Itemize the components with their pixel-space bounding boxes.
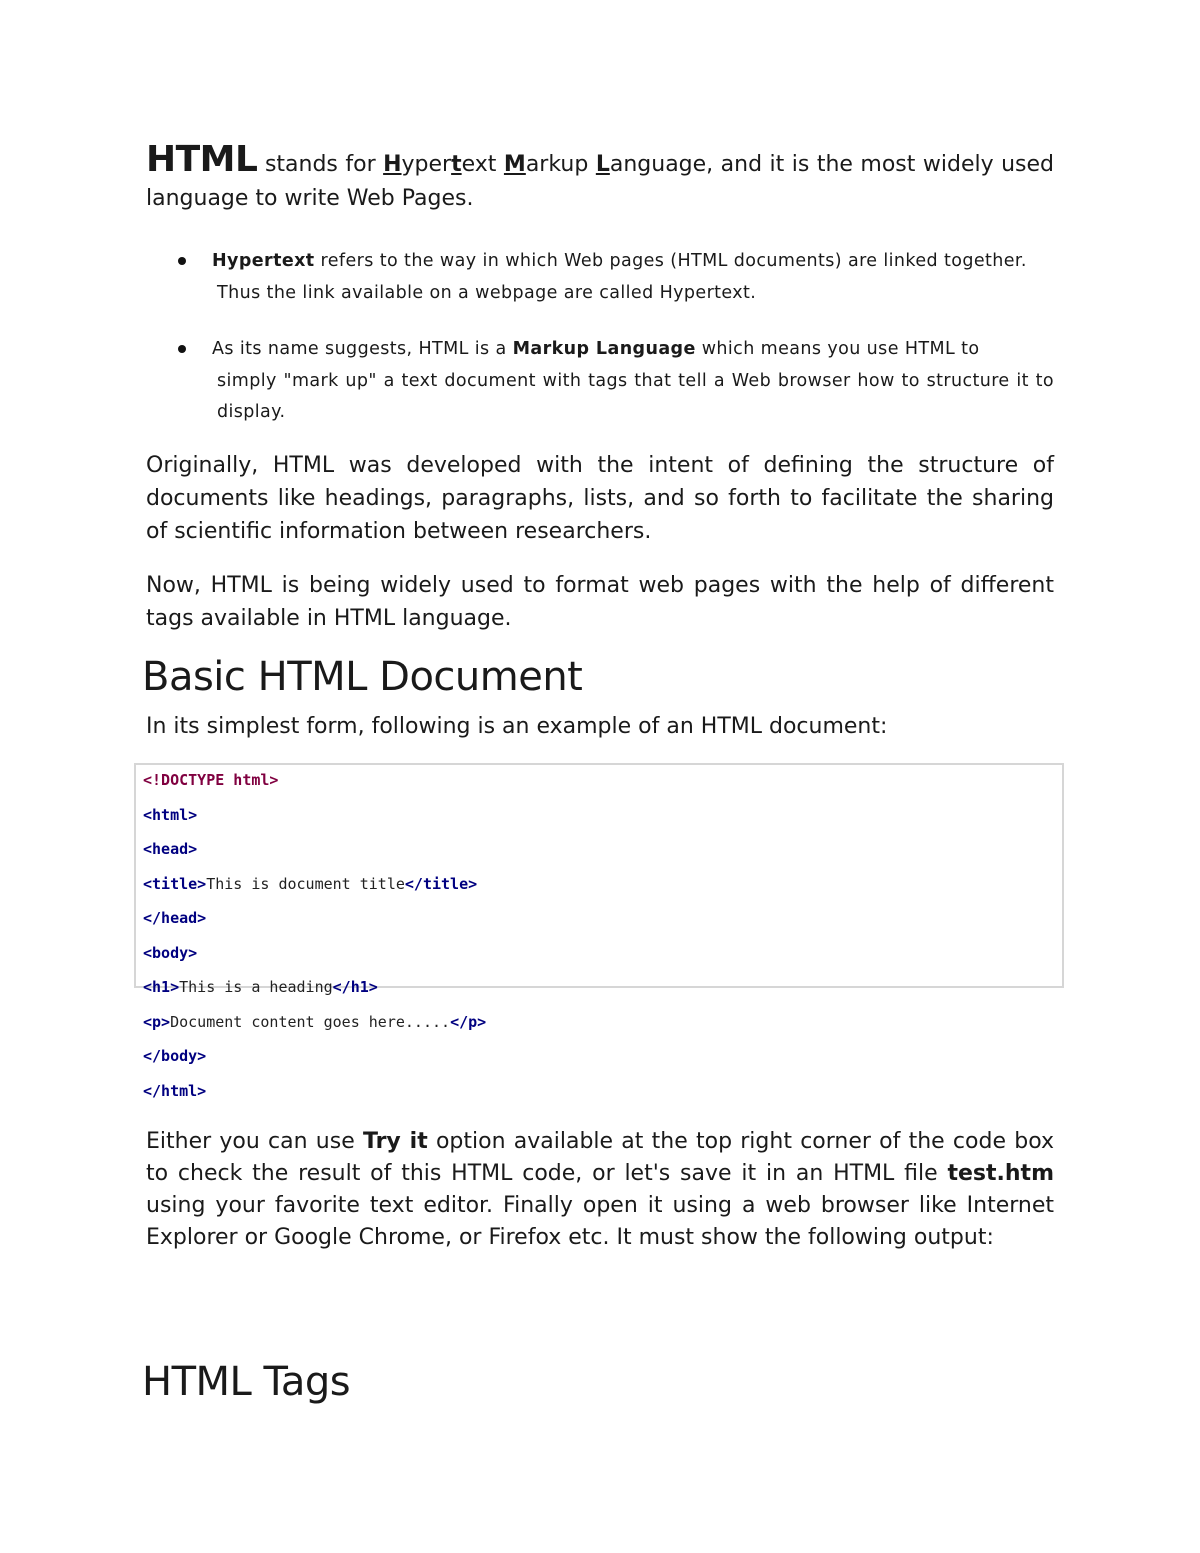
intro-arkup: arkup bbox=[525, 152, 596, 177]
intro-html-word: HTML bbox=[146, 139, 258, 180]
bullet-text-pre: As its name suggests, HTML is a bbox=[212, 339, 513, 359]
either-text-a: Either you can use bbox=[146, 1129, 363, 1154]
code-tag: <h1> bbox=[143, 978, 180, 996]
bullet-markup-language bbox=[182, 334, 1054, 429]
bullet-text-continued: Thus the link available on a webpage are called Hypertext. bbox=[217, 282, 757, 303]
intro-letter-l: L bbox=[595, 152, 610, 177]
code-tag: </body> bbox=[143, 1047, 207, 1065]
code-line-p bbox=[143, 1013, 486, 1031]
bullet-text bbox=[182, 246, 1054, 309]
code-doctype: <!DOCTYPE html> bbox=[143, 771, 279, 789]
code-tag: </title> bbox=[404, 875, 478, 893]
bullet-bold-term: Hypertext bbox=[212, 251, 315, 271]
code-tag: </head> bbox=[143, 909, 207, 927]
either-try-it: Try it bbox=[362, 1129, 428, 1154]
bullet-text-body: which means you use HTML to bbox=[695, 339, 980, 359]
heading-html-tags: HTML Tags bbox=[142, 1359, 351, 1405]
heading-basic-html-document: Basic HTML Document bbox=[142, 654, 583, 700]
code-text: Document content goes here..... bbox=[170, 1013, 451, 1031]
either-filename: test.htm bbox=[947, 1161, 1054, 1186]
code-tag: <html> bbox=[143, 806, 198, 824]
code-line-html-close bbox=[143, 1082, 206, 1100]
code-tag: </p> bbox=[450, 1013, 487, 1031]
bullet-text bbox=[182, 334, 1054, 429]
intro-yper: yper bbox=[401, 152, 452, 177]
code-tag: </html> bbox=[143, 1082, 207, 1100]
intro-letter-h: H bbox=[383, 152, 402, 177]
bullet-bold-term: Markup Language bbox=[512, 339, 696, 359]
code-line-head-open bbox=[143, 840, 197, 858]
bullet-text-body: refers to the way in which Web pages (HTML documents) are linked together. bbox=[314, 251, 1027, 271]
intro-paragraph bbox=[146, 139, 1055, 216]
either-text-c: using your favorite text editor. Finally open it using a web browser like Internet Explorer or Google Chrome, or Firefox etc. It must show the following output: bbox=[146, 1193, 1054, 1250]
code-line-head-close bbox=[143, 909, 206, 927]
bullet-text-continued: simply "mark up" a text document with tags that tell a Web browser how to structure it to display. bbox=[217, 370, 1054, 422]
code-line-body-open bbox=[143, 944, 197, 962]
code-tag: <head> bbox=[143, 840, 198, 858]
code-text: This is document title bbox=[206, 875, 405, 893]
either-text-b: option available at the top right corner of the code box to check the result of this HTML code, or let's save it in an HTML file bbox=[146, 1129, 1054, 1186]
intro-letter-t: t bbox=[451, 152, 462, 177]
bullet-dot bbox=[178, 257, 186, 265]
bullet-hypertext bbox=[182, 246, 1054, 309]
paragraph-now: Now, HTML is being widely used to format web pages with the help of different tags available in HTML language. bbox=[146, 573, 1054, 631]
intro-letter-m: M bbox=[503, 152, 526, 177]
code-text: This is a heading bbox=[179, 978, 333, 996]
code-tag: <body> bbox=[143, 944, 198, 962]
code-line-h1 bbox=[143, 978, 378, 996]
code-tag: <p> bbox=[143, 1013, 171, 1031]
code-line-html-open bbox=[143, 806, 197, 824]
paragraph-simplest-form: In its simplest form, following is an example of an HTML document: bbox=[146, 714, 888, 739]
code-line-doctype bbox=[143, 771, 278, 789]
code-line-title bbox=[143, 875, 477, 893]
intro-text-a: stands for bbox=[257, 152, 384, 177]
code-tag: <title> bbox=[143, 875, 207, 893]
code-line-body-close bbox=[143, 1047, 206, 1065]
paragraph-either bbox=[146, 1126, 1054, 1254]
bullet-dot bbox=[178, 345, 186, 353]
paragraph-originally: Originally, HTML was developed with the intent of defining the structure of documents like headings, paragraphs, lists, and so forth to facilitate the sharing of scientific information between researchers. bbox=[146, 453, 1054, 544]
intro-ext: ext bbox=[461, 152, 504, 177]
code-tag: </h1> bbox=[332, 978, 378, 996]
intro-rest: anguage, and it is the most widely used language to write Web Pages. bbox=[146, 152, 1055, 211]
